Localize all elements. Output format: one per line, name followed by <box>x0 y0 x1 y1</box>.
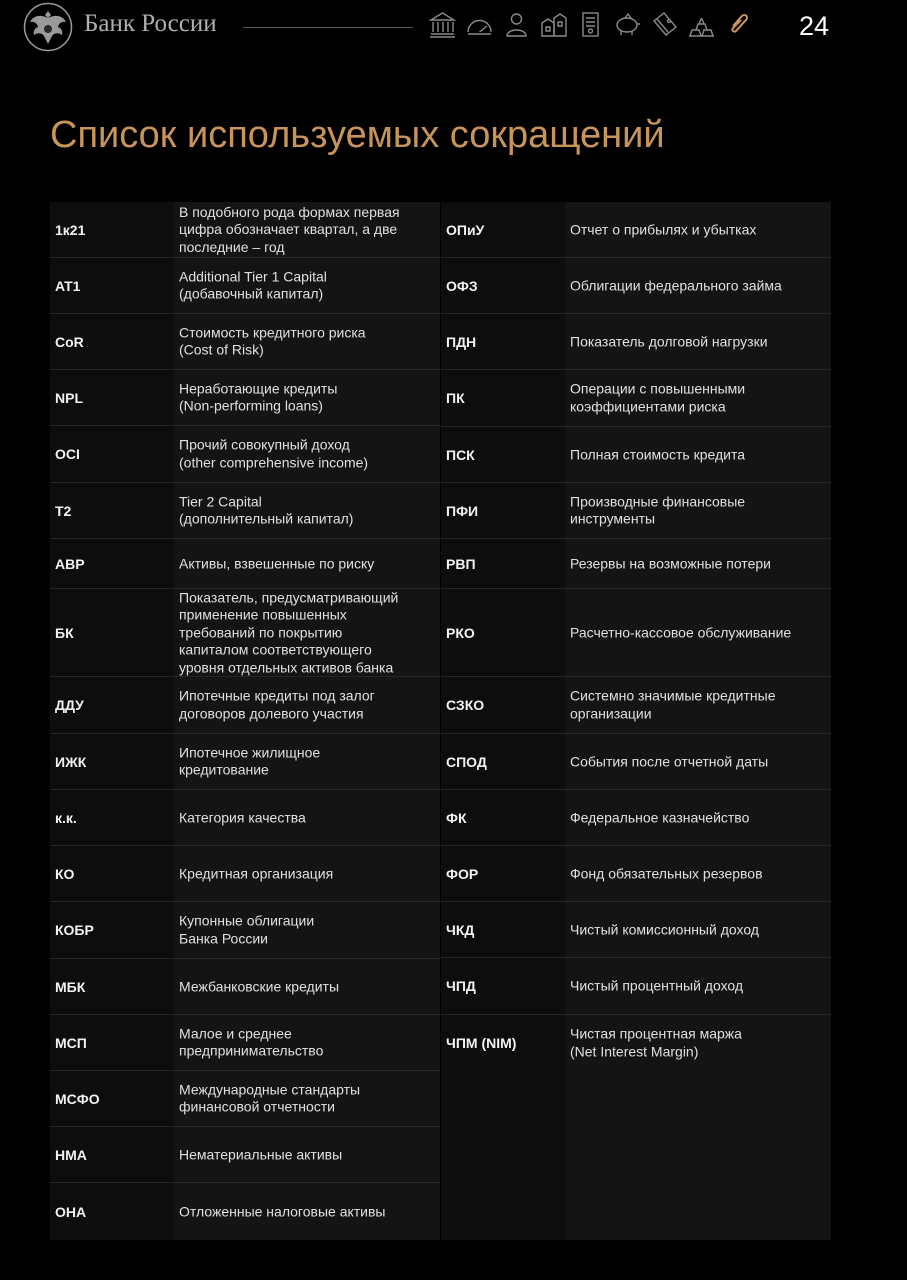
abbreviation-definition: Купонные облигации Банка России <box>179 912 315 946</box>
abbreviation: НМА <box>55 1146 87 1163</box>
abbreviation-definition: Активы, взвешенные по риску <box>179 554 375 571</box>
table-row <box>50 677 440 734</box>
abbreviation: ПСК <box>446 446 475 463</box>
abbreviation-definition: Кредитная организация <box>179 864 334 881</box>
table-row <box>50 426 440 483</box>
paperclip-icon[interactable] <box>724 10 753 39</box>
abbreviation-definition: Чистый процентный доход <box>570 977 744 994</box>
abbreviation: КО <box>55 865 75 882</box>
abbreviation: T2 <box>55 502 72 519</box>
table-row <box>50 734 440 790</box>
table-row <box>50 902 440 959</box>
table-row <box>441 589 831 677</box>
page-title: Список используемых сокращений <box>50 114 665 156</box>
abbreviation-definition: Межбанковские кредиты <box>179 977 340 994</box>
table-row <box>441 427 831 483</box>
abbreviation: РКО <box>446 624 475 641</box>
abbreviation: МСФО <box>55 1090 100 1107</box>
table-row <box>441 790 831 846</box>
table-row <box>50 314 440 370</box>
abbreviation-definition: Резервы на возможные потери <box>570 554 771 571</box>
abbreviation: СЗКО <box>446 697 485 713</box>
table-row <box>441 314 831 370</box>
abbreviations-table-left <box>50 202 440 1240</box>
abbreviation-definition: Ипотечные кредиты под залог договоров долевого участия <box>179 687 375 721</box>
bank-of-russia-eagle-logo-icon <box>22 2 74 52</box>
abbreviation: AT1 <box>55 277 81 294</box>
abbreviation-definition: Операции с повышенными коэффициентами риска <box>570 380 746 414</box>
abbreviation: ФОР <box>446 865 479 882</box>
abbreviation: к.к. <box>55 809 77 826</box>
table-row <box>441 1015 831 1071</box>
abbreviation: ЧКД <box>446 921 475 938</box>
abbreviation-definition: Неработающие кредиты (Non-performing loans) <box>179 380 338 414</box>
abbreviation: ПФИ <box>446 502 479 519</box>
brand-name: Банк России <box>84 10 217 37</box>
abbreviation-definition: Международные стандарты финансовой отчетности <box>179 1081 361 1115</box>
table-row <box>50 959 440 1015</box>
abbreviation: РВП <box>446 555 476 572</box>
abbreviation-definition: Tier 2 Capital (дополнительный капитал) <box>179 493 354 527</box>
abbreviation: ЧПД <box>446 978 476 994</box>
abbreviation: ПДН <box>446 333 477 350</box>
abbreviation: МСП <box>55 1034 87 1051</box>
credit-card-icon[interactable] <box>650 10 679 39</box>
abbreviation-definition: Системно значимые кредитные организации <box>570 687 776 721</box>
abbreviation: СПОД <box>446 753 487 770</box>
speedometer-icon[interactable] <box>465 10 494 39</box>
abbreviation: 1к21 <box>55 221 86 238</box>
table-row <box>50 539 440 589</box>
table-row <box>441 846 831 902</box>
table-row <box>50 370 440 426</box>
abbreviation-definition: Производные финансовые инструменты <box>570 493 746 527</box>
table-row <box>50 1127 440 1183</box>
section-nav <box>428 10 753 42</box>
abbreviation: NPL <box>55 389 83 406</box>
table-row <box>50 1183 440 1240</box>
table-row <box>441 539 831 589</box>
abbreviation-definition: Прочий совокупный доход (other comprehensive income) <box>179 436 369 470</box>
person-icon[interactable] <box>502 10 531 39</box>
abbreviation-definition: Полная стоимость кредита <box>570 445 745 462</box>
abbreviation-definition: Показатель, предусматривающий применение повышенных требований по покрытию капиталом соответствующего уровня отдельных активов банка <box>179 588 399 675</box>
abbreviation: ОНА <box>55 1203 87 1220</box>
abbreviation: ЧПМ (NIM) <box>446 1035 517 1051</box>
abbreviation: OCI <box>55 446 80 462</box>
page-header <box>0 0 907 56</box>
abbreviation-definition: Показатель долговой нагрузки <box>570 332 768 349</box>
gold-bars-icon[interactable] <box>687 10 716 39</box>
document-icon[interactable] <box>576 10 605 39</box>
table-row <box>441 677 831 734</box>
abbreviation-definition: Федеральное казначейство <box>570 808 750 825</box>
abbreviation-definition: Категория качества <box>179 808 306 825</box>
table-row <box>441 902 831 958</box>
abbreviation-definition: Ипотечное жилищное кредитование <box>179 744 321 778</box>
abbreviation-definition: События после отчетной даты <box>570 752 769 769</box>
abbreviation-definition: Нематериальные активы <box>179 1145 343 1162</box>
abbreviation: ПК <box>446 390 465 406</box>
abbreviation: ФК <box>446 809 467 826</box>
table-row <box>50 846 440 902</box>
abbreviation-definition: Малое и среднее предпринимательство <box>179 1025 324 1059</box>
abbreviation-definition: Отчет о прибылях и убытках <box>570 220 757 237</box>
abbreviation: ДДУ <box>55 697 84 713</box>
abbreviation-definition: Additional Tier 1 Capital (добавочный капитал) <box>179 268 327 302</box>
abbreviation: МБК <box>55 978 86 995</box>
abbreviation: КОБР <box>55 922 94 938</box>
abbreviation: ОПиУ <box>446 221 485 238</box>
houses-icon[interactable] <box>539 10 568 39</box>
abbreviation-definition: Чистый комиссионный доход <box>570 920 759 937</box>
table-row <box>441 958 831 1015</box>
table-row <box>50 483 440 539</box>
abbreviation: АВР <box>55 555 85 572</box>
bank-building-icon[interactable] <box>428 10 457 39</box>
abbreviation-definition: Отложенные налоговые активы <box>179 1202 386 1219</box>
abbreviation-definition: Стоимость кредитного риска (Cost of Risk) <box>179 324 366 358</box>
table-row <box>441 483 831 539</box>
abbreviation-definition: Расчетно-кассовое обслуживание <box>570 623 792 640</box>
abbreviation: ИЖК <box>55 753 87 770</box>
table-row <box>50 258 440 314</box>
table-row <box>441 202 831 258</box>
table-row <box>441 370 831 427</box>
abbreviation-definition: Чистая процентная маржа (Net Interest Margin) <box>570 1025 742 1059</box>
table-row <box>50 1015 440 1071</box>
table-row <box>50 589 440 677</box>
abbreviation: CoR <box>55 333 84 350</box>
table-row <box>441 258 831 314</box>
header-divider <box>243 27 413 28</box>
table-row <box>441 734 831 790</box>
abbreviation: БК <box>55 624 74 641</box>
table-row <box>50 202 440 258</box>
abbreviation-definition: Облигации федерального займа <box>570 276 782 293</box>
table-row <box>50 790 440 846</box>
abbreviation: ОФЗ <box>446 277 478 294</box>
abbreviations-table-right <box>441 202 831 1240</box>
page-number: 24 <box>799 11 830 41</box>
piggy-bank-icon[interactable] <box>613 10 642 39</box>
table-row <box>50 1071 440 1127</box>
abbreviation-definition: В подобного рода формах первая цифра обозначает квартал, а две последние – год <box>179 203 400 255</box>
abbreviation-definition: Фонд обязательных резервов <box>570 864 763 881</box>
